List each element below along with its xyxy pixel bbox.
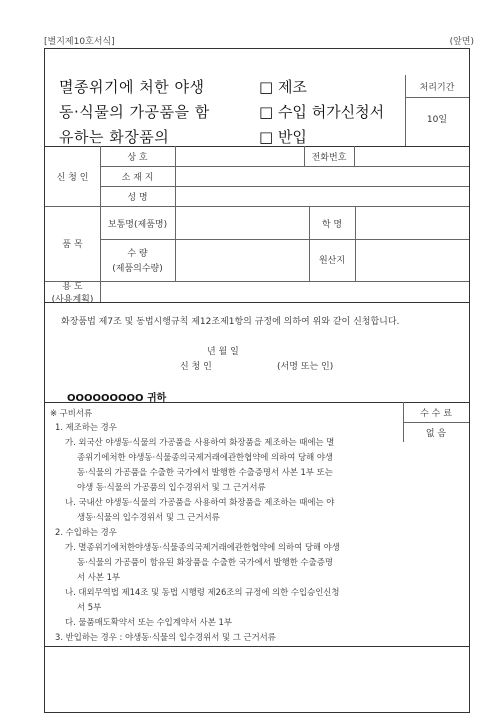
addressee: OOOOOOOOO 귀하 — [67, 393, 167, 404]
statement-text: 화장품법 제7조 및 동법시행규칙 제12조제1항의 규정에 의하여 위와 같이 신청합니다. — [61, 317, 400, 327]
business-name-label: 상 호 — [127, 153, 148, 163]
requirement-line: 다. 물품매도확약서 또는 수입계약서 사본 1부 — [65, 617, 232, 627]
scientific-name-label: 학 명 — [321, 220, 343, 230]
fee-label: 수 수 료 — [420, 409, 452, 419]
date-line: 년 월 일 — [207, 347, 239, 357]
fee-value: 없 음 — [425, 429, 447, 439]
required-documents-heading: ※ 구비서류 — [50, 408, 93, 418]
option-bring-in[interactable]: □ 반입 — [259, 128, 307, 146]
requirement-line: 동·식물의 가공품을 수출한 국가에서 발행한 수출증명서 사본 1부 또는 — [77, 467, 333, 477]
quantity-label: 수 량 — [127, 249, 148, 259]
phone-label: 전화번호 — [311, 153, 347, 163]
quantity-sub-label: (제품의수량) — [112, 264, 163, 274]
requirement-line: 서 5부 — [77, 602, 102, 612]
address-label: 소 재 지 — [121, 173, 154, 183]
requirement-line: 3. 반입하는 경우 : 야생동·식물의 입수경위서 및 그 근거서류 — [55, 632, 276, 642]
requirement-line: 생동·식물의 입수경위서 및 그 근거서류 — [77, 512, 220, 522]
common-name-label: 보통명(제품명) — [107, 220, 168, 230]
page-side-label: (앞면) — [449, 37, 474, 47]
option-manufacture[interactable]: □ 제조 — [259, 78, 307, 96]
title-line-3: 유하는 화장품의 — [59, 128, 170, 146]
processing-period-value: 10일 — [426, 115, 448, 125]
requirement-line: 종위기에처한 야생동·식물종의국제거래에관한협약에 의하여 당해 야생 — [77, 452, 334, 462]
requirement-line: 1. 제조하는 경우 — [55, 422, 117, 432]
requirement-line: 나. 국내산 야생동·식물의 가공품을 사용하여 화장품을 제조하는 때에는 야 — [65, 497, 335, 507]
form-number: [별지제10호서식] — [44, 37, 115, 47]
requirement-line: 2. 수입하는 경우 — [55, 527, 117, 537]
signer-label: 신 청 인 — [180, 362, 212, 372]
origin-label: 원산지 — [318, 256, 346, 266]
application-form — [44, 48, 470, 713]
requirement-line: 야생 동·식물의 가공품의 입수경위서 및 그 근거서류 — [77, 482, 266, 492]
requirement-line: 동·식물의 가공품이 함유된 화장품을 수출한 국가에서 발행한 수출증명 — [77, 557, 333, 567]
requirement-line: 나. 대외무역법 제14조 및 동법 시행령 제26조의 규정에 의한 수입승인신청 — [65, 587, 340, 597]
product-section-label: 품 목 — [62, 240, 83, 250]
option-import-permit[interactable]: □ 수입 허가신청서 — [259, 103, 385, 121]
purpose-sub-label: (사용계획) — [51, 295, 94, 305]
applicant-section-label: 신 청 인 — [56, 173, 89, 183]
requirement-line: 서 사본 1부 — [77, 572, 121, 582]
signature-hint: (서명 또는 인) — [277, 362, 334, 372]
title-line-1: 멸종위기에 처한 야생 — [59, 78, 205, 96]
purpose-label: 용 도 — [62, 282, 83, 292]
title-line-2: 동·식물의 가공품을 함 — [59, 103, 210, 121]
person-name-label: 성 명 — [127, 193, 148, 203]
requirement-line: 가. 멸종위기에처한야생동·식물종의국제거래에관한협약에 의하여 당해 야생 — [65, 542, 340, 552]
requirement-line: 가. 외국산 야생동·식물의 가공품을 사용하여 화장품을 제조하는 때에는 멸 — [65, 437, 335, 447]
processing-period-label: 처리기간 — [419, 83, 455, 93]
